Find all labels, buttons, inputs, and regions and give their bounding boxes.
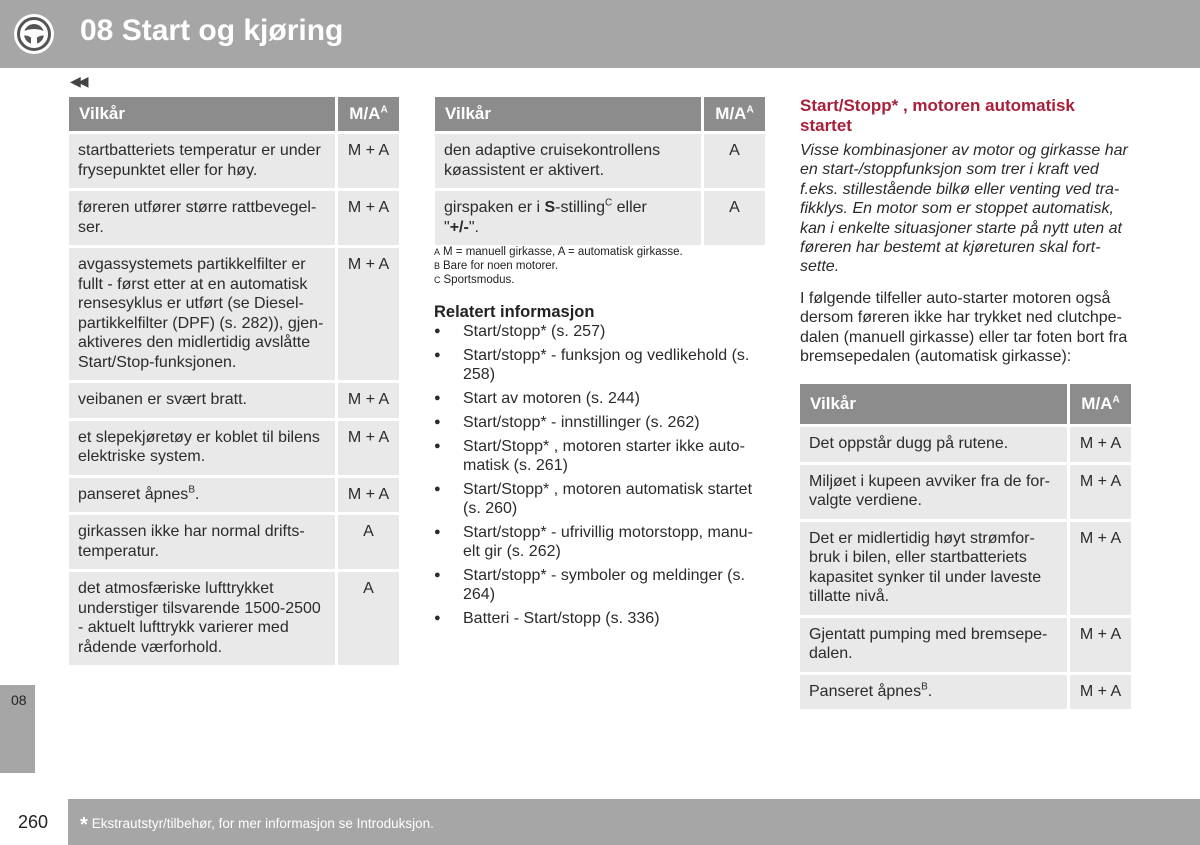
related-link[interactable]: ● Start av motoren (s. 244) xyxy=(434,389,764,408)
ma-cell: A xyxy=(335,512,399,569)
table-row xyxy=(69,512,399,569)
table-row xyxy=(435,131,765,188)
table-row xyxy=(69,245,399,380)
related-link[interactable]: ● Start/stopp* - funksjon og vedlikehold (s. 258) xyxy=(434,346,764,384)
related-info-title: Relatert informasjon xyxy=(434,303,595,321)
column-header-ma: $M/A^A$ xyxy=(335,97,399,131)
table-row xyxy=(800,462,1131,519)
ma-cell: A xyxy=(335,569,399,665)
related-link[interactable]: ● Start/Stopp* , motoren automatisk startet (s. 260) xyxy=(434,480,764,518)
footer-star: * xyxy=(80,814,88,836)
table-header-row xyxy=(69,97,399,131)
ma-cell: M + A xyxy=(1067,519,1131,615)
back-arrows-icon[interactable]: ◀◀ xyxy=(70,73,86,89)
table-row xyxy=(800,519,1131,615)
condition-cell: girkassen ikke har normal drifts-temperatur. xyxy=(69,512,335,569)
column-header-condition: Vilkår xyxy=(435,97,701,131)
condition-cell: girspaken er i S-stilling$^C$ eller "+/-". xyxy=(435,188,701,245)
section-body: I følgende tilfeller auto-starter motoren også dersom føreren ikke har trykket ned clutchpe-dalen (manuell girkasse) eller tar foten bort fra bremsepedalen (automatisk girkasse): xyxy=(800,290,1128,366)
condition-cell: et slepekjøretøy er koblet til bilens elektriske system. xyxy=(69,418,335,475)
conditions-table-2 xyxy=(435,97,765,245)
ma-cell: M + A xyxy=(335,188,399,245)
related-link[interactable]: ● Start/stopp* (s. 257) xyxy=(434,322,764,341)
table-row xyxy=(69,418,399,475)
ma-cell: M + A xyxy=(1067,424,1131,462)
table-row xyxy=(800,424,1131,462)
ma-cell: A xyxy=(701,188,765,245)
condition-cell: panseret åpnes$^B$. xyxy=(69,475,335,513)
column-header-ma: $M/A^A$ xyxy=(1067,384,1131,424)
steering-wheel-icon xyxy=(0,0,68,68)
page-number: 260 xyxy=(18,812,49,832)
table-row xyxy=(435,188,765,245)
chapter-title: 08 Start og kjøring xyxy=(80,14,344,47)
related-link[interactable]: ● Batteri - Start/stopp (s. 336) xyxy=(434,609,764,628)
related-link[interactable]: ● Start/stopp* - symboler og meldinger (s. 264) xyxy=(434,566,764,604)
footnotes xyxy=(434,245,683,287)
conditions-table-3 xyxy=(800,384,1131,709)
footnote: B Bare for noen motorer. xyxy=(434,260,559,272)
ma-cell: M + A xyxy=(1067,615,1131,672)
table-header-row xyxy=(435,97,765,131)
column-header-ma: $M/A^A$ xyxy=(701,97,765,131)
footnote: A M = manuell girkasse, A = automatisk girkasse. xyxy=(434,246,683,258)
section-intro: Visse kombinasjoner av motor og girkasse har en start-/stoppfunksjon som trer i kraft ved f.eks. stillestående bilkø eller venting ved tra-fikklys. En motor som er stoppet automatisk, kan i enkelte situasjoner starte på nytt uten at føreren har bestemt at kjøreturen skal fort-sette. xyxy=(800,142,1128,276)
column-header-condition: Vilkår xyxy=(69,97,335,131)
ma-cell: M + A xyxy=(335,245,399,380)
condition-cell: Det oppstår dugg på rutene. xyxy=(800,424,1067,462)
column-header-condition: Vilkår xyxy=(800,384,1067,424)
ma-cell: M + A xyxy=(1067,672,1131,710)
condition-cell: føreren utfører større rattbevegel-ser. xyxy=(69,188,335,245)
table-row xyxy=(800,672,1131,710)
condition-cell: det atmosfæriske lufttrykket understiger tilsvarende 1500-2500 - aktuelt lufttrykk varierer med rådende værforhold. xyxy=(69,569,335,665)
table-row xyxy=(69,569,399,665)
ma-cell: A xyxy=(701,131,765,188)
ma-cell: M + A xyxy=(335,380,399,418)
table-row xyxy=(69,380,399,418)
footer-note-text: Ekstrautstyr/tilbehør, for mer informasjon se Introduksjon. xyxy=(91,816,434,831)
table-row xyxy=(69,475,399,513)
ma-cell: M + A xyxy=(1067,462,1131,519)
related-link[interactable]: ● Start/stopp* - ufrivillig motorstopp, manu-elt gir (s. 262) xyxy=(434,523,764,561)
ma-cell: M + A xyxy=(335,131,399,188)
table-row xyxy=(69,188,399,245)
related-link[interactable]: ● Start/Stopp* , motoren starter ikke auto-matisk (s. 261) xyxy=(434,437,764,475)
related-info-list xyxy=(434,322,764,633)
condition-cell: veibanen er svært bratt. xyxy=(69,380,335,418)
condition-cell: Gjentatt pumping med bremsepe-dalen. xyxy=(800,615,1067,672)
table-header-row xyxy=(800,384,1131,424)
condition-cell: Miljøet i kupeen avviker fra de for-valgte verdiene. xyxy=(800,462,1067,519)
conditions-table-1 xyxy=(69,97,399,665)
table-row xyxy=(800,615,1131,672)
section-title: Start/Stopp* , motoren automatisk startet xyxy=(800,96,1075,135)
table-row xyxy=(69,131,399,188)
condition-cell: den adaptive cruisekontrollens køassistent er aktivert. xyxy=(435,131,701,188)
footer-note xyxy=(80,814,434,837)
footnote: C Sportsmodus. xyxy=(434,274,515,286)
condition-cell: startbatteriets temperatur er under frysepunktet eller for høy. xyxy=(69,131,335,188)
related-link[interactable]: ● Start/stopp* - innstillinger (s. 262) xyxy=(434,413,764,432)
ma-cell: M + A xyxy=(335,418,399,475)
condition-cell: Panseret åpnes$^B$. xyxy=(800,672,1067,710)
condition-cell: avgassystemets partikkelfilter er fullt - først etter at en automatisk rensesyklus er utført (se Diesel-partikkelfilter (DPF) (s. 282)), gjen-aktiveres den midlertidig avslåtte Start/Stop-funksjonen. xyxy=(69,245,335,380)
chapter-side-tab-label: 08 xyxy=(11,692,27,708)
condition-cell: Det er midlertidig høyt strømfor-bruk i bilen, eller startbatteriets kapasitet synker til under laveste tillatte nivå. xyxy=(800,519,1067,615)
ma-cell: M + A xyxy=(335,475,399,513)
